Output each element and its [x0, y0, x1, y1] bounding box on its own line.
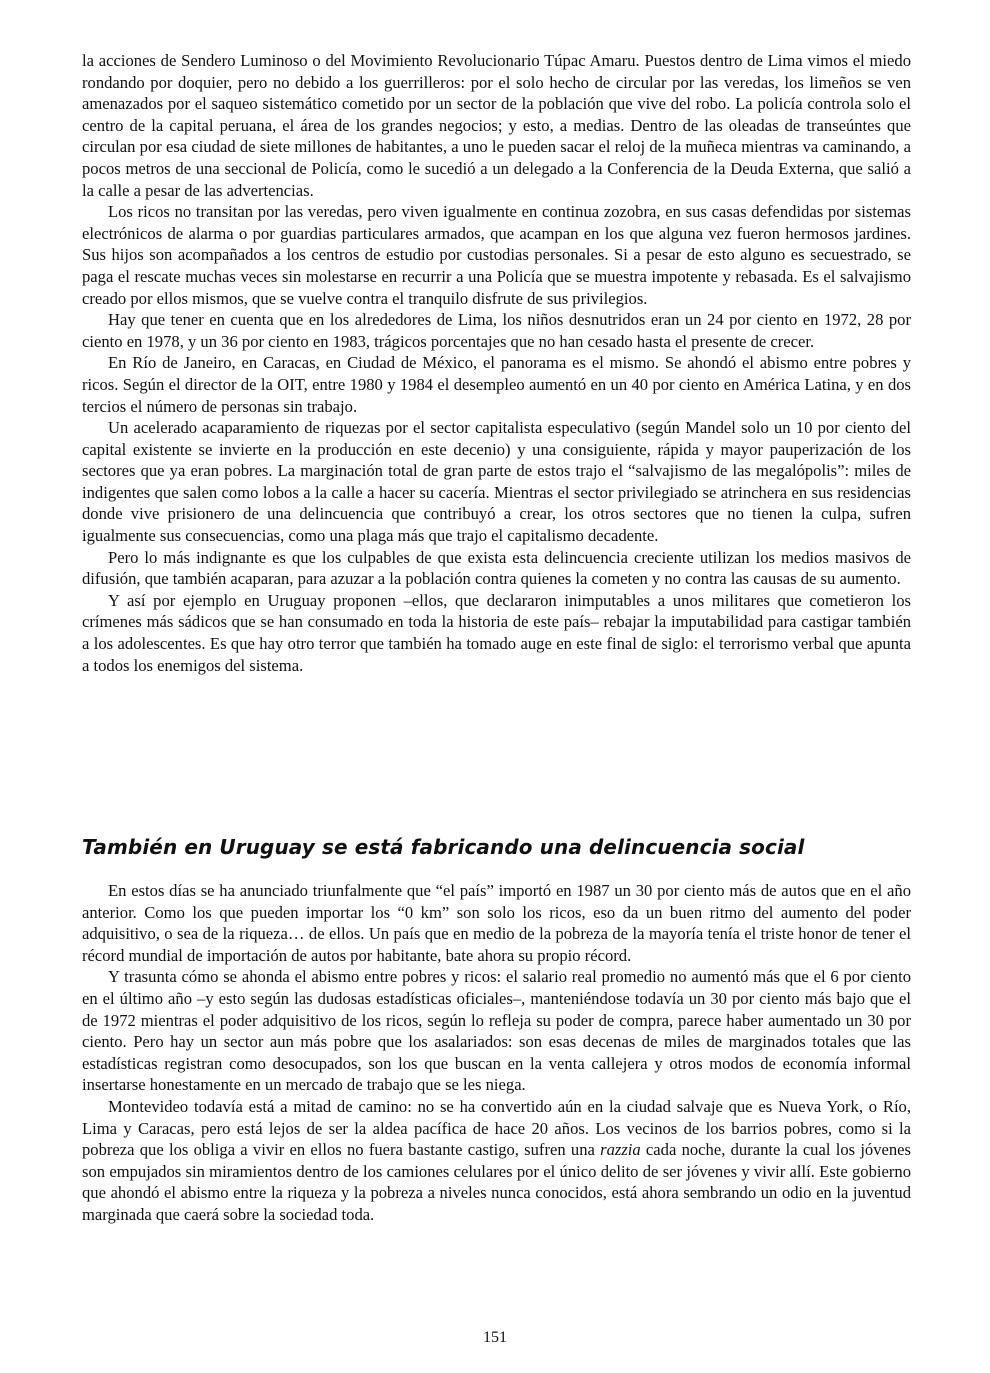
paragraph-text: Montevideo todavía está a mitad de camino: no se ha convertido aún en la ciudad salvaje que es Nueva York, o Río, Lima y Caracas, pero está lejos de ser la aldea pacífica de hace 20 años. Los vecinos de los barrios pobres, como si la pobreza que los obliga a vivir en ellos no fuera bastante castigo, sufren una [82, 1096, 911, 1160]
body-text-bottom [82, 880, 911, 1226]
body-text-top [82, 50, 911, 676]
paragraph: Los ricos no transitan por las veredas, pero viven igualmente en continua zozobra, en sus casas defendidas por sistemas electrónicos de alarma o por guardias particulares armados, que acampan en los que alguna vez fueron hermosos jardines. Sus hijos son acompañados a los centros de estudio por custodias personales. Si a pesar de esto alguno es secuestrado, se paga el rescate muchas veces sin molestarse en recurrir a una Policía que se muestra impotente y rebasada. Es el salvajismo creado por ellos mismos, que se vuelve contra el tranquilo disfrute de sus privilegios. [82, 202, 911, 308]
paragraph: Hay que tener en cuenta que en los alrededores de Lima, los niños desnutridos eran un 24 por ciento en 1972, 28 por ciento en 1978, y un 36 por ciento en 1983, trágicos porcentajes que no han cesado hasta el presente de crecer. [82, 310, 911, 351]
paragraph: Y trasunta cómo se ahonda el abismo entre pobres y ricos: el salario real promedio no aumentó más que el 6 por ciento en el último año –y esto según las dudosas estadísticas oficiales–, manteniéndose todavía un 30 por ciento más bajo que el de 1972 mientras el poder adquisitivo de los ricos, según lo refleja su poder de compra, parece haber aumentado un 30 por ciento. Pero hay un sector aun más pobre que los asalariados: son esas decenas de miles de marginados totales que las estadísticas registran como desocupados, son los que buscan en la venta callejera y otros modos de economía informal insertarse honestamente en un mercado de trabajo que se les niega. [82, 967, 911, 1095]
page-number: 151 [483, 1329, 507, 1346]
paragraph: la acciones de Sendero Luminoso o del Movimiento Revolucionario Túpac Amaru. Puestos dentro de Lima vimos el miedo rondando por doquier, pero no debido a los guerrilleros: por el solo hecho de circular por las veredas, los limeños se ven amenazados por el saqueo sistemático cometido por un sector de la población que vive del robo. La policía controla solo el centro de la capital peruana, el área de los grandes negocios; y esto, a medias. Dentro de las oleadas de transeúntes que circulan por esa ciudad de siete millones de habitantes, a uno le pueden sacar el reloj de la muñeca mientras va caminando, a pocos metros de una seccional de Policía, como le sucedió a un delegado a la Conferencia de la Deuda Externa, que salió a la calle a pesar de las advertencias. [82, 51, 911, 200]
section-heading: También en Uruguay se está fabricando una delincuencia social [82, 835, 805, 859]
paragraph: En Río de Janeiro, en Caracas, en Ciudad de México, el panorama es el mismo. Se ahondó el abismo entre pobres y ricos. Según el director de la OIT, entre 1980 y 1984 el desempleo aumentó en un 40 por ciento en América Latina, y en dos tercios el número de personas sin trabajo. [82, 353, 911, 416]
paragraph: Un acelerado acaparamiento de riquezas por el sector capitalista especulativo (según Mandel solo un 10 por ciento del capital existente se invierte en la producción en este decenio) y una consiguiente, rápida y mayor pauperización de los sectores que ya eran pobres. La marginación total de gran parte de estos trajo el “salvajismo de las megalópolis”: miles de indigentes que salen como lobos a la calle a hacer su cacería. Mientras el sector privilegiado se atrinchera en sus residencias donde vive prisionero de una delincuencia que contribuyó a crear, los otros sectores que no tienen la culpa, sufren igualmente sus consecuencias, como una plaga más que trajo el capitalismo decadente. [82, 418, 911, 546]
paragraph: Y así por ejemplo en Uruguay proponen –ellos, que declararon inimputables a unos militares que cometieron los crímenes más sádicos que se han consumado en toda la historia de este país– rebajar la imputabilidad para castigar también a los adolescentes. Es que hay otro terror que también ha tomado auge en este final de siglo: el terrorismo verbal que apunta a todos los enemigos del sistema. [82, 590, 911, 675]
paragraph: Pero lo más indignante es que los culpables de que exista esta delincuencia creciente utilizan los medios masivos de difusión, que también acaparan, para azuzar a la población contra quienes la cometen y no contra las causas de su aumento. [82, 547, 911, 589]
italic-word: razzia [600, 1140, 641, 1160]
paragraph-text: cada noche, durante la cual los jóvenes son empujados sin miramientos dentro de los camiones celulares por el único delito de ser jóvenes y vivir allí. Este gobierno que ahondó el abismo entre la riqueza y la pobreza a niveles nunca conocidos, está ahora sembrando un odio en la juventud marginada que caerá sobre la sociedad toda. [82, 1140, 912, 1224]
paragraph: En estos días se ha anunciado triunfalmente que “el país” importó en 1987 un 30 por ciento más de autos que en el año anterior. Como los que pueden importar los “0 km” son solo los ricos, eso da un buen ritmo del aumento del poder adquisitivo, o sea de la riqueza… de ellos. Un país que en medio de la pobreza de la mayoría tenía el triste honor de tener el récord mundial de importación de autos por habitante, bate ahora su propio récord. [82, 881, 911, 965]
paragraph [82, 1096, 911, 1226]
